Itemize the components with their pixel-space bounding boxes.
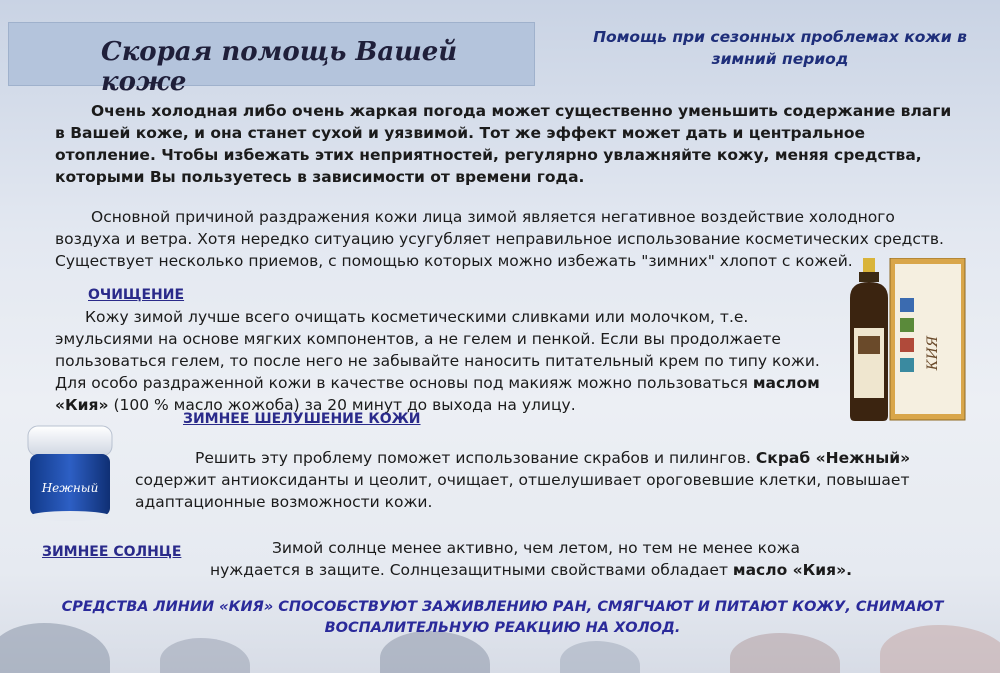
jar-label: Нежный — [41, 481, 99, 495]
box-label: КИЯ — [925, 335, 941, 371]
section-text-winter-peeling — [135, 447, 935, 513]
section-text-winter-sun — [210, 537, 890, 581]
section-heading-winter-sun: ЗИМНЕЕ СОЛНЦЕ — [42, 544, 182, 560]
kiya-products-image — [845, 258, 975, 423]
text-run: Кожу зимой лучше всего очищать косметическими сливками или молочком, т.е. эмульсиями на основе мягких компонентов, а не гелем и пенкой. Если вы продолжаете пользоваться гелем, то после него не забывайте наносить питательный крем по типу кожи. Для особо раздраженной кожи в качестве основы под макияж можно пользоваться — [55, 308, 820, 392]
text-run: содержит антиоксиданты и цеолит, очищает, отшелушивает ороговевшие клетки, повышает адаптационные возможности кожи. — [135, 471, 910, 511]
section-text-cleansing — [55, 306, 830, 416]
product-name-kiya-oil-2: масло «Кия». — [732, 561, 853, 579]
intro-paragraph: Основной причиной раздражения кожи лица зимой является негативное воздействие холодного воздуха и ветра. Хотя нередко ситуацию усугубляет неправильное использование косметических средств. Существует несколько приемов, с помощью которых можно избежать "зимних" хлопот с кожей. — [55, 208, 944, 270]
text-run: Решить эту проблему поможет использование скрабов и пилингов. — [195, 449, 756, 467]
product-name-scrub: Скраб «Нежный» — [755, 449, 911, 467]
text-run: Зимой солнце менее активно, чем летом, но тем не менее кожа нуждается в защите. Солнцезащитными свойствами обладает — [210, 539, 800, 579]
text-run: (100 % масло жожоба) за 20 минут до выхода на улицу. — [108, 396, 576, 414]
footer-claim: СРЕДСТВА ЛИНИИ «КИЯ» СПОСОБСТВУЮТ ЗАЖИВЛЕНИЮ РАН, СМЯГЧАЮТ И ПИТАЮТ КОЖУ, СНИМАЮТ ВОСПАЛИТЕЛЬНУЮ РЕАКЦИЮ НА ХОЛОД. — [61, 599, 944, 636]
intro-paragraph-bold: Очень холодная либо очень жаркая погода может существенно уменьшить содержание влаги в Вашей коже, и она станет сухой и уязвимой. Тот же эффект может дать и центральное отопление. Чтобы избежать этих неприятностей, регулярно увлажняйте кожу, меняя средства, которыми Вы пользуетесь в зависимости от времени года. — [55, 102, 952, 186]
page-subtitle: Помощь при сезонных проблемах кожи в зимний период — [593, 28, 967, 68]
section-heading-cleansing: ОЧИЩЕНИЕ — [88, 287, 185, 303]
page-title: Скорая помощь Вашей коже — [101, 37, 458, 97]
title-banner — [8, 22, 535, 97]
section-heading-winter-peeling: ЗИМНЕЕ ШЕЛУШЕНИЕ КОЖИ — [183, 411, 421, 427]
product-name-kiya-oil: маслом «Кия» — [55, 374, 820, 414]
scrub-jar-image — [20, 422, 120, 522]
